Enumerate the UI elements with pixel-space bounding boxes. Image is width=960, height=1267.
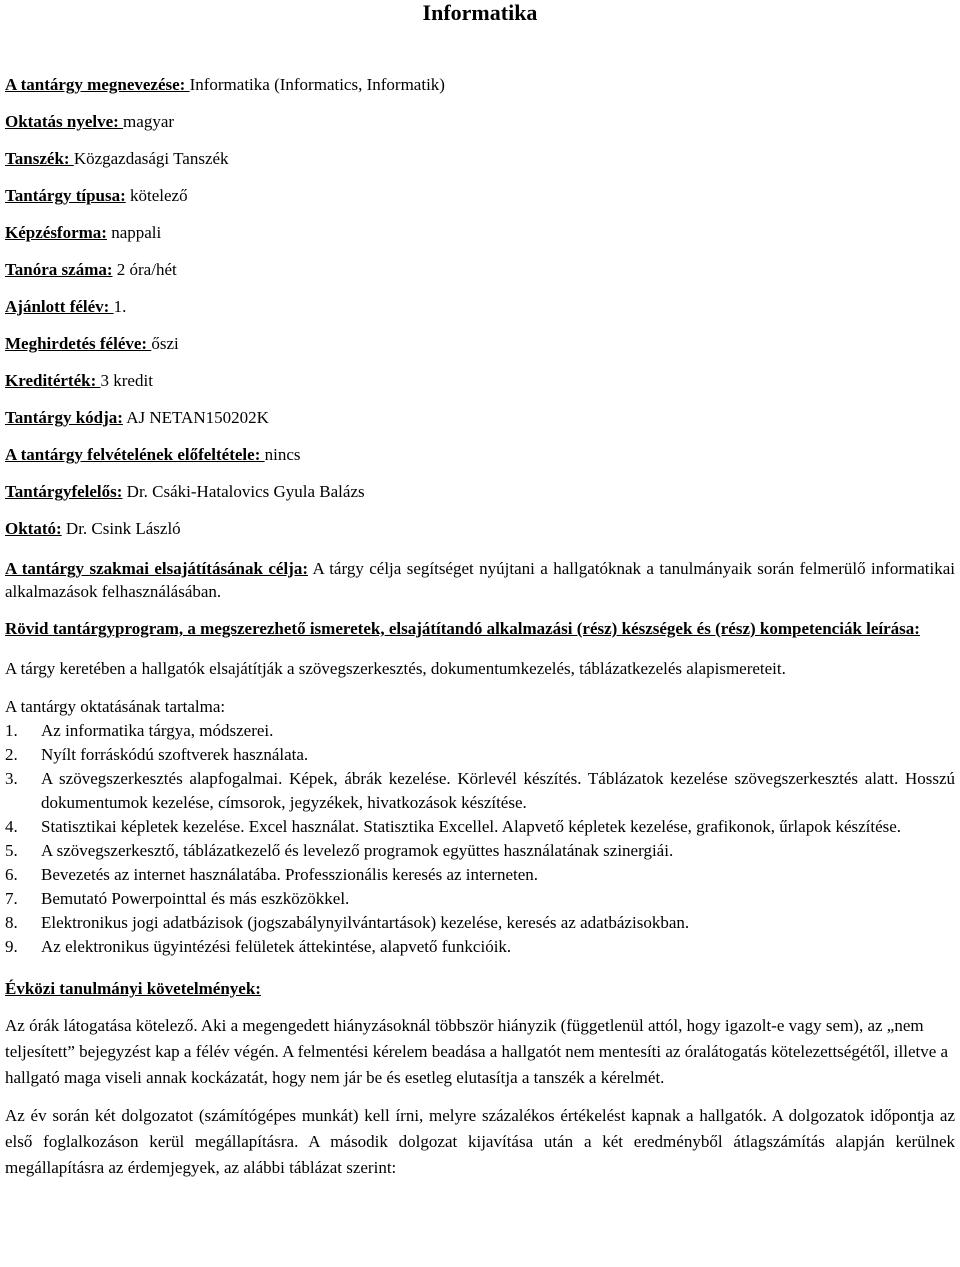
meta-row-course-name xyxy=(5,74,955,111)
meta-row-course-type xyxy=(5,185,955,222)
document-title: Informatika xyxy=(422,0,538,25)
list-item-number: 9. xyxy=(5,937,18,956)
meta-label: Tanóra száma: xyxy=(5,260,113,279)
meta-label: Kreditérték: xyxy=(5,371,101,390)
list-item-number: 2. xyxy=(5,745,18,764)
list-item xyxy=(5,911,955,935)
list-item-number: 6. xyxy=(5,865,18,884)
content-label: A tantárgy oktatásának tartalma: xyxy=(5,697,226,716)
meta-value: magyar xyxy=(123,112,175,131)
list-item xyxy=(5,767,955,815)
meta-row-hours xyxy=(5,259,955,296)
list-item-text: Elektronikus jogi adatbázisok (jogszabálynyilvántartások) kezelése, keresés az adatbázisokban. xyxy=(41,913,690,932)
list-item-text: Az elektronikus ügyintézési felületek áttekintése, alapvető funkcióik. xyxy=(41,937,512,956)
meta-value: 1. xyxy=(113,297,127,316)
goal-label: A tantárgy szakmai elsajátításának célja: xyxy=(5,559,309,578)
meta-row-announcement xyxy=(5,333,955,370)
list-item-text: Nyílt forráskódú szoftverek használata. xyxy=(41,745,309,764)
meta-label: Képzésforma: xyxy=(5,223,107,242)
meta-label: Meghirdetés féléve: xyxy=(5,334,152,353)
program-intro: A tárgy keretében a hallgatók elsajátítják a szövegszerkesztés, dokumentumkezelés, táblázatkezelés alapismereteit. xyxy=(5,659,786,678)
meta-label: Oktatás nyelve: xyxy=(5,112,124,131)
list-item-text: A szövegszerkesztés alapfogalmai. Képek, ábrák kezelése. Körlevél készítés. Táblázatok kezelése szövegszerkesztés alatt. Hosszú dokumentumok kezelése, címsorok, jegyzékek, hivatkozások készítése. xyxy=(41,769,955,812)
meta-label: Tantárgyfelelős: xyxy=(5,482,123,501)
list-item-number: 4. xyxy=(5,817,18,836)
meta-label: A tantárgy felvételének előfeltétele: xyxy=(5,445,265,464)
meta-row-responsible xyxy=(5,481,955,518)
list-item xyxy=(5,719,955,743)
meta-label: Tanszék: xyxy=(5,149,74,168)
meta-value: kötelező xyxy=(125,186,188,205)
topic-list xyxy=(5,719,955,959)
meta-label: Tantárgy típusa: xyxy=(5,186,126,205)
list-item-number: 7. xyxy=(5,889,18,908)
list-item-text: Az informatika tárgya, módszerei. xyxy=(41,721,274,740)
goal-text: A tárgy célja segítséget nyújtani a hallgatóknak a tanulmányaik során felmerülő informatikai alkalmazások felhasználásában. xyxy=(5,559,956,601)
program-heading: Rövid tantárgyprogram, a megszerezhető ismeretek, elsajátítandó alkalmazási (rész) készségek és (rész) kompetenciák leírása: xyxy=(5,619,920,638)
meta-row-semester xyxy=(5,296,955,333)
meta-row-training-form xyxy=(5,222,955,259)
list-item xyxy=(5,743,955,767)
meta-value: őszi xyxy=(151,334,179,353)
meta-label: A tantárgy megnevezése: xyxy=(5,75,190,94)
requirements-text: Az órák látogatása kötelező. Aki a megengedett hiányzásoknál többször hiányzik (függetlenül attól, hogy igazolt-e vagy sem), az „nem teljesített” bejegyzést kap a félév végén. A felmentési kérelem beadása a hallgatót nem mentesíti az óralátogatás kötelezettségétől, illetve a hallgató maga viseli annak kockázatát, hogy nem jár be és esetleg elutasítja a tanszék a kérelmét. xyxy=(5,1016,949,1087)
meta-value: Közgazdasági Tanszék xyxy=(73,149,229,168)
meta-value: AJ NETAN150202K xyxy=(122,408,269,427)
list-item-number: 1. xyxy=(5,721,18,740)
meta-value: nappali xyxy=(106,223,162,242)
list-item-text: Bevezetés az internet használatába. Professzionális keresés az interneten. xyxy=(41,865,539,884)
meta-row-language xyxy=(5,111,955,148)
list-item xyxy=(5,887,955,911)
meta-label: Ajánlott félév: xyxy=(5,297,114,316)
course-metadata xyxy=(5,74,955,555)
meta-row-instructor xyxy=(5,518,955,555)
meta-value: Informatika (Informatics, Informatik) xyxy=(189,75,445,94)
meta-label: Oktató: xyxy=(5,519,62,538)
meta-value: 3 kredit xyxy=(100,371,153,390)
meta-value: Dr. Csáki-Hatalovics Gyula Balázs xyxy=(122,482,365,501)
list-item xyxy=(5,863,955,887)
course-goal xyxy=(5,557,955,603)
meta-row-prerequisite xyxy=(5,444,955,481)
list-item-text: Bemutató Powerpointtal és más eszközökkel. xyxy=(41,889,350,908)
meta-row-department xyxy=(5,148,955,185)
list-item-number: 3. xyxy=(5,769,18,788)
list-item xyxy=(5,815,955,839)
meta-row-credits xyxy=(5,370,955,407)
list-item xyxy=(5,935,955,959)
list-item-number: 8. xyxy=(5,913,18,932)
list-item-text: A szövegszerkesztő, táblázatkezelő és levelező programok együttes használatának szinergiái. xyxy=(41,841,674,860)
meta-value: nincs xyxy=(264,445,301,464)
meta-value: Dr. Csink László xyxy=(61,519,181,538)
meta-label: Tantárgy kódja: xyxy=(5,408,123,427)
document-page xyxy=(5,0,955,1181)
meta-value: 2 óra/hét xyxy=(112,260,177,279)
list-item-text: Statisztikai képletek kezelése. Excel használat. Statisztika Excellel. Alapvető képletek kezelése, grafikonok, űrlapok készítése. xyxy=(41,817,902,836)
list-item xyxy=(5,839,955,863)
assessment-text: Az év során két dolgozatot (számítógépes munkát) kell írni, melyre százalékos értékelést kapnak a hallgatók. A dolgozatok időpontja az első foglalkozáson kerül megállapításra. A második dolgozat kijavítása után a két eredményből átlagszámítás alapján kerülnek megállapításra az érdemjegyek, az alábbi táblázat szerint: xyxy=(5,1106,955,1177)
meta-row-course-code xyxy=(5,407,955,444)
list-item-number: 5. xyxy=(5,841,18,860)
requirements-heading: Évközi tanulmányi követelmények: xyxy=(5,979,261,998)
